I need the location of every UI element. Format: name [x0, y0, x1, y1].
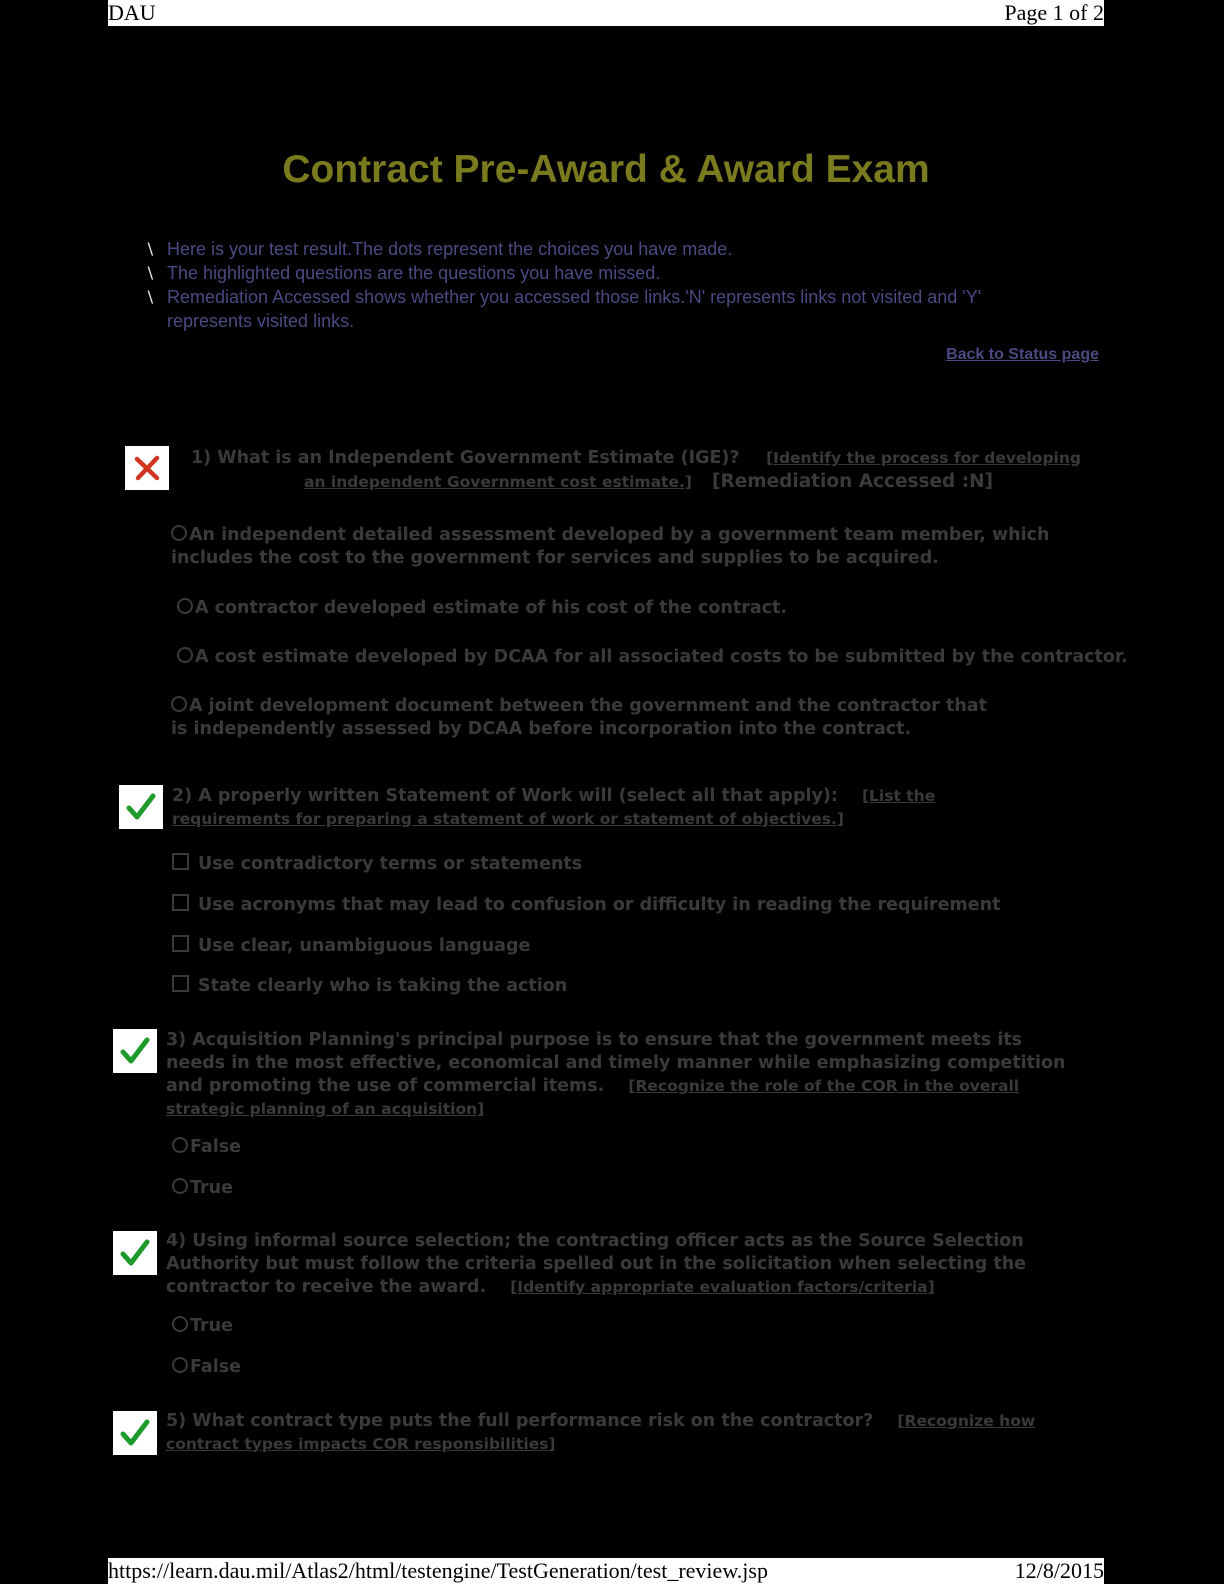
instruction-item: ⧹ Remediation Accessed shows whether you accessed those links.'N' represents links not visited and 'Y' represents visited links.	[148, 287, 982, 331]
question-5	[166, 1410, 1076, 1456]
checkmark-icon	[119, 1237, 151, 1269]
print-footer-date: 12/8/2015	[1014, 1558, 1104, 1583]
radio-button[interactable]	[172, 1357, 188, 1373]
remediation-link[interactable]: [Recognize the role of the COR in the overall strategic planning of an acquisition]	[166, 1077, 1020, 1118]
answer-option[interactable]: A joint development document between the government and the contractor that is independently assessed by DCAA before incorporation into the contract.	[171, 696, 987, 739]
checkmark-icon	[125, 791, 157, 823]
remediation-accessed: [Remediation Accessed :N]	[712, 471, 994, 492]
remediation-link[interactable]: [Identify appropriate evaluation factors/criteria]	[510, 1278, 935, 1296]
checkmark-icon	[119, 1035, 151, 1067]
answer-option[interactable]: False	[172, 1136, 241, 1159]
correct-status	[113, 1029, 157, 1073]
checkmark-icon	[119, 1417, 151, 1449]
checkbox[interactable]	[172, 935, 189, 952]
print-header	[108, 0, 1104, 26]
question-1	[191, 447, 1081, 494]
question-text: 2) A properly written Statement of Work will (select all that apply):	[172, 786, 838, 806]
radio-button[interactable]	[172, 1316, 188, 1332]
instructions-list	[148, 237, 1068, 333]
answer-option[interactable]: A cost estimate developed by DCAA for all associated costs to be submitted by the contractor.	[177, 646, 1128, 669]
correct-status	[119, 785, 163, 829]
remediation-link[interactable]: [Recognize how contract types impacts COR responsibilities]	[166, 1412, 1036, 1453]
question-text: 5) What contract type puts the full performance risk on the contractor?	[166, 1411, 874, 1431]
remediation-link-1a[interactable]: [Identify the process for developing	[766, 449, 1081, 467]
question-3	[166, 1029, 1086, 1121]
bullet-icon: ⧹	[148, 241, 153, 257]
question-text: 4) Using informal source selection; the contracting officer acts as the Source Selection Authority but must follow the criteria spelled out in the solicitation when selecting the contractor to receive the award.	[166, 1231, 1027, 1297]
x-icon	[131, 452, 163, 484]
remediation-link[interactable]: [List the requirements for preparing a statement of work or statement of objectives.]	[172, 787, 936, 828]
answer-option[interactable]: A contractor developed estimate of his cost of the contract.	[177, 597, 787, 620]
correct-status	[113, 1231, 157, 1275]
instruction-item: ⧹ The highlighted questions are the questions you have missed.	[148, 263, 661, 283]
radio-button[interactable]	[177, 598, 193, 614]
answer-option[interactable]: True	[172, 1177, 233, 1200]
answer-option[interactable]: Use acronyms that may lead to confusion or difficulty in reading the requirement	[172, 894, 1000, 917]
answer-option[interactable]: Use clear, unambiguous language	[172, 935, 530, 958]
answer-option[interactable]: False	[172, 1356, 241, 1379]
print-header-page-number: Page 1 of 2	[1004, 0, 1104, 25]
print-footer	[108, 1558, 1104, 1584]
question-4	[166, 1230, 1086, 1299]
print-header-site: DAU	[108, 0, 156, 25]
page-title: Contract Pre-Award & Award Exam	[282, 148, 930, 191]
question-2	[172, 785, 1052, 831]
checkbox[interactable]	[172, 853, 189, 870]
radio-button[interactable]	[172, 1178, 188, 1194]
remediation-link-1b[interactable]: an independent Government cost estimate.]	[304, 473, 692, 491]
answer-option[interactable]: State clearly who is taking the action	[172, 975, 567, 998]
bullet-icon: ⧹	[148, 289, 153, 305]
instruction-item: ⧹ Here is your test result.The dots represent the choices you have made.	[148, 239, 733, 259]
question-text: 1) What is an Independent Government Estimate (IGE)?	[191, 448, 740, 468]
radio-button[interactable]	[171, 696, 187, 712]
answer-option[interactable]: An independent detailed assessment developed by a government team member, which includes the cost to the government for services and supplies to be acquired.	[171, 525, 1050, 568]
radio-button[interactable]	[177, 647, 193, 663]
radio-button[interactable]	[172, 1137, 188, 1153]
correct-status	[113, 1411, 157, 1455]
incorrect-status	[125, 446, 169, 490]
bullet-icon: ⧹	[148, 265, 153, 281]
question-text: 3) Acquisition Planning's principal purpose is to ensure that the government meets its needs in the most effective, economical and timely manner while emphasizing competition and promoting the use of commercial items.	[166, 1030, 1066, 1096]
answer-option[interactable]: True	[172, 1315, 233, 1338]
radio-button[interactable]	[171, 525, 187, 541]
print-footer-url: https://learn.dau.mil/Atlas2/html/testengine/TestGeneration/test_review.jsp	[108, 1558, 768, 1583]
checkbox[interactable]	[172, 975, 189, 992]
answer-option[interactable]: Use contradictory terms or statements	[172, 853, 582, 876]
back-to-status-link[interactable]: Back to Status page	[946, 346, 1099, 363]
checkbox[interactable]	[172, 894, 189, 911]
